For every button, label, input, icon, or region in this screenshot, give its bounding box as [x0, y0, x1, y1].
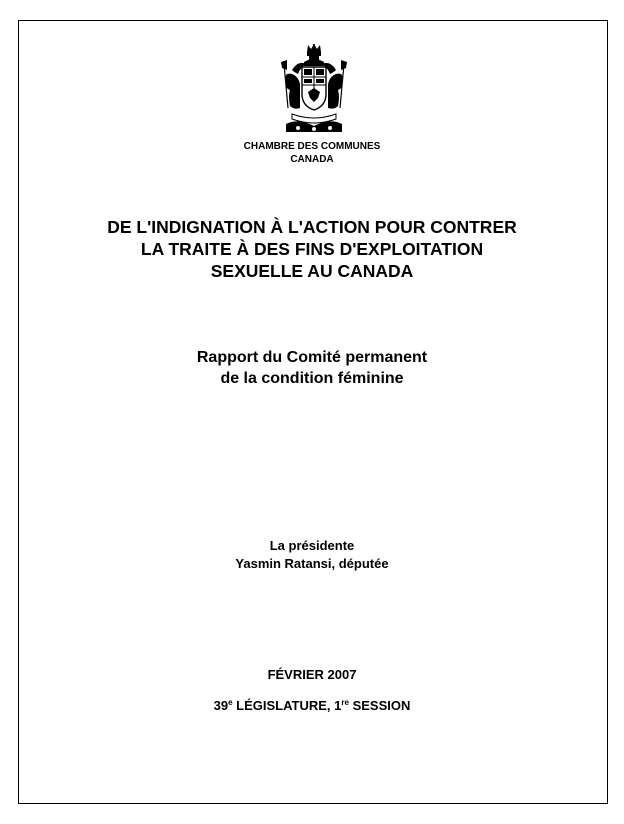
institution-heading — [0, 140, 624, 166]
session-info — [0, 695, 624, 714]
institution-name: CHAMBRE DES COMMUNES — [243, 141, 381, 152]
session-number: 1 — [334, 698, 342, 713]
report-title-line-3: SEXUELLE AU CANADA — [210, 261, 414, 281]
report-title — [0, 216, 624, 282]
session-ordinal: re — [341, 698, 349, 707]
chair-role: La présidente — [269, 538, 355, 553]
page-border — [18, 20, 608, 804]
chair-block — [0, 537, 624, 572]
canada-coat-of-arms-icon — [278, 44, 350, 134]
legislature-label: LÉGISLATURE, — [232, 698, 335, 713]
report-subtitle-line-1: Rapport du Comité permanent — [196, 349, 428, 366]
country-name: CANADA — [290, 154, 334, 165]
legislature-ordinal: e — [228, 698, 233, 707]
chair-name: Yasmin Ratansi, députée — [235, 555, 389, 571]
report-subtitle — [0, 347, 624, 389]
report-subtitle-line-2: de la condition féminine — [220, 370, 404, 387]
session-label: SESSION — [348, 698, 411, 713]
report-title-line-1: DE L'INDIGNATION À L'ACTION POUR CONTRER — [107, 217, 517, 237]
legislature-number: 39 — [213, 698, 229, 713]
report-date: FÉVRIER 2007 — [267, 667, 357, 682]
report-title-line-2: LA TRAITE À DES FINS D'EXPLOITATION — [140, 239, 484, 259]
